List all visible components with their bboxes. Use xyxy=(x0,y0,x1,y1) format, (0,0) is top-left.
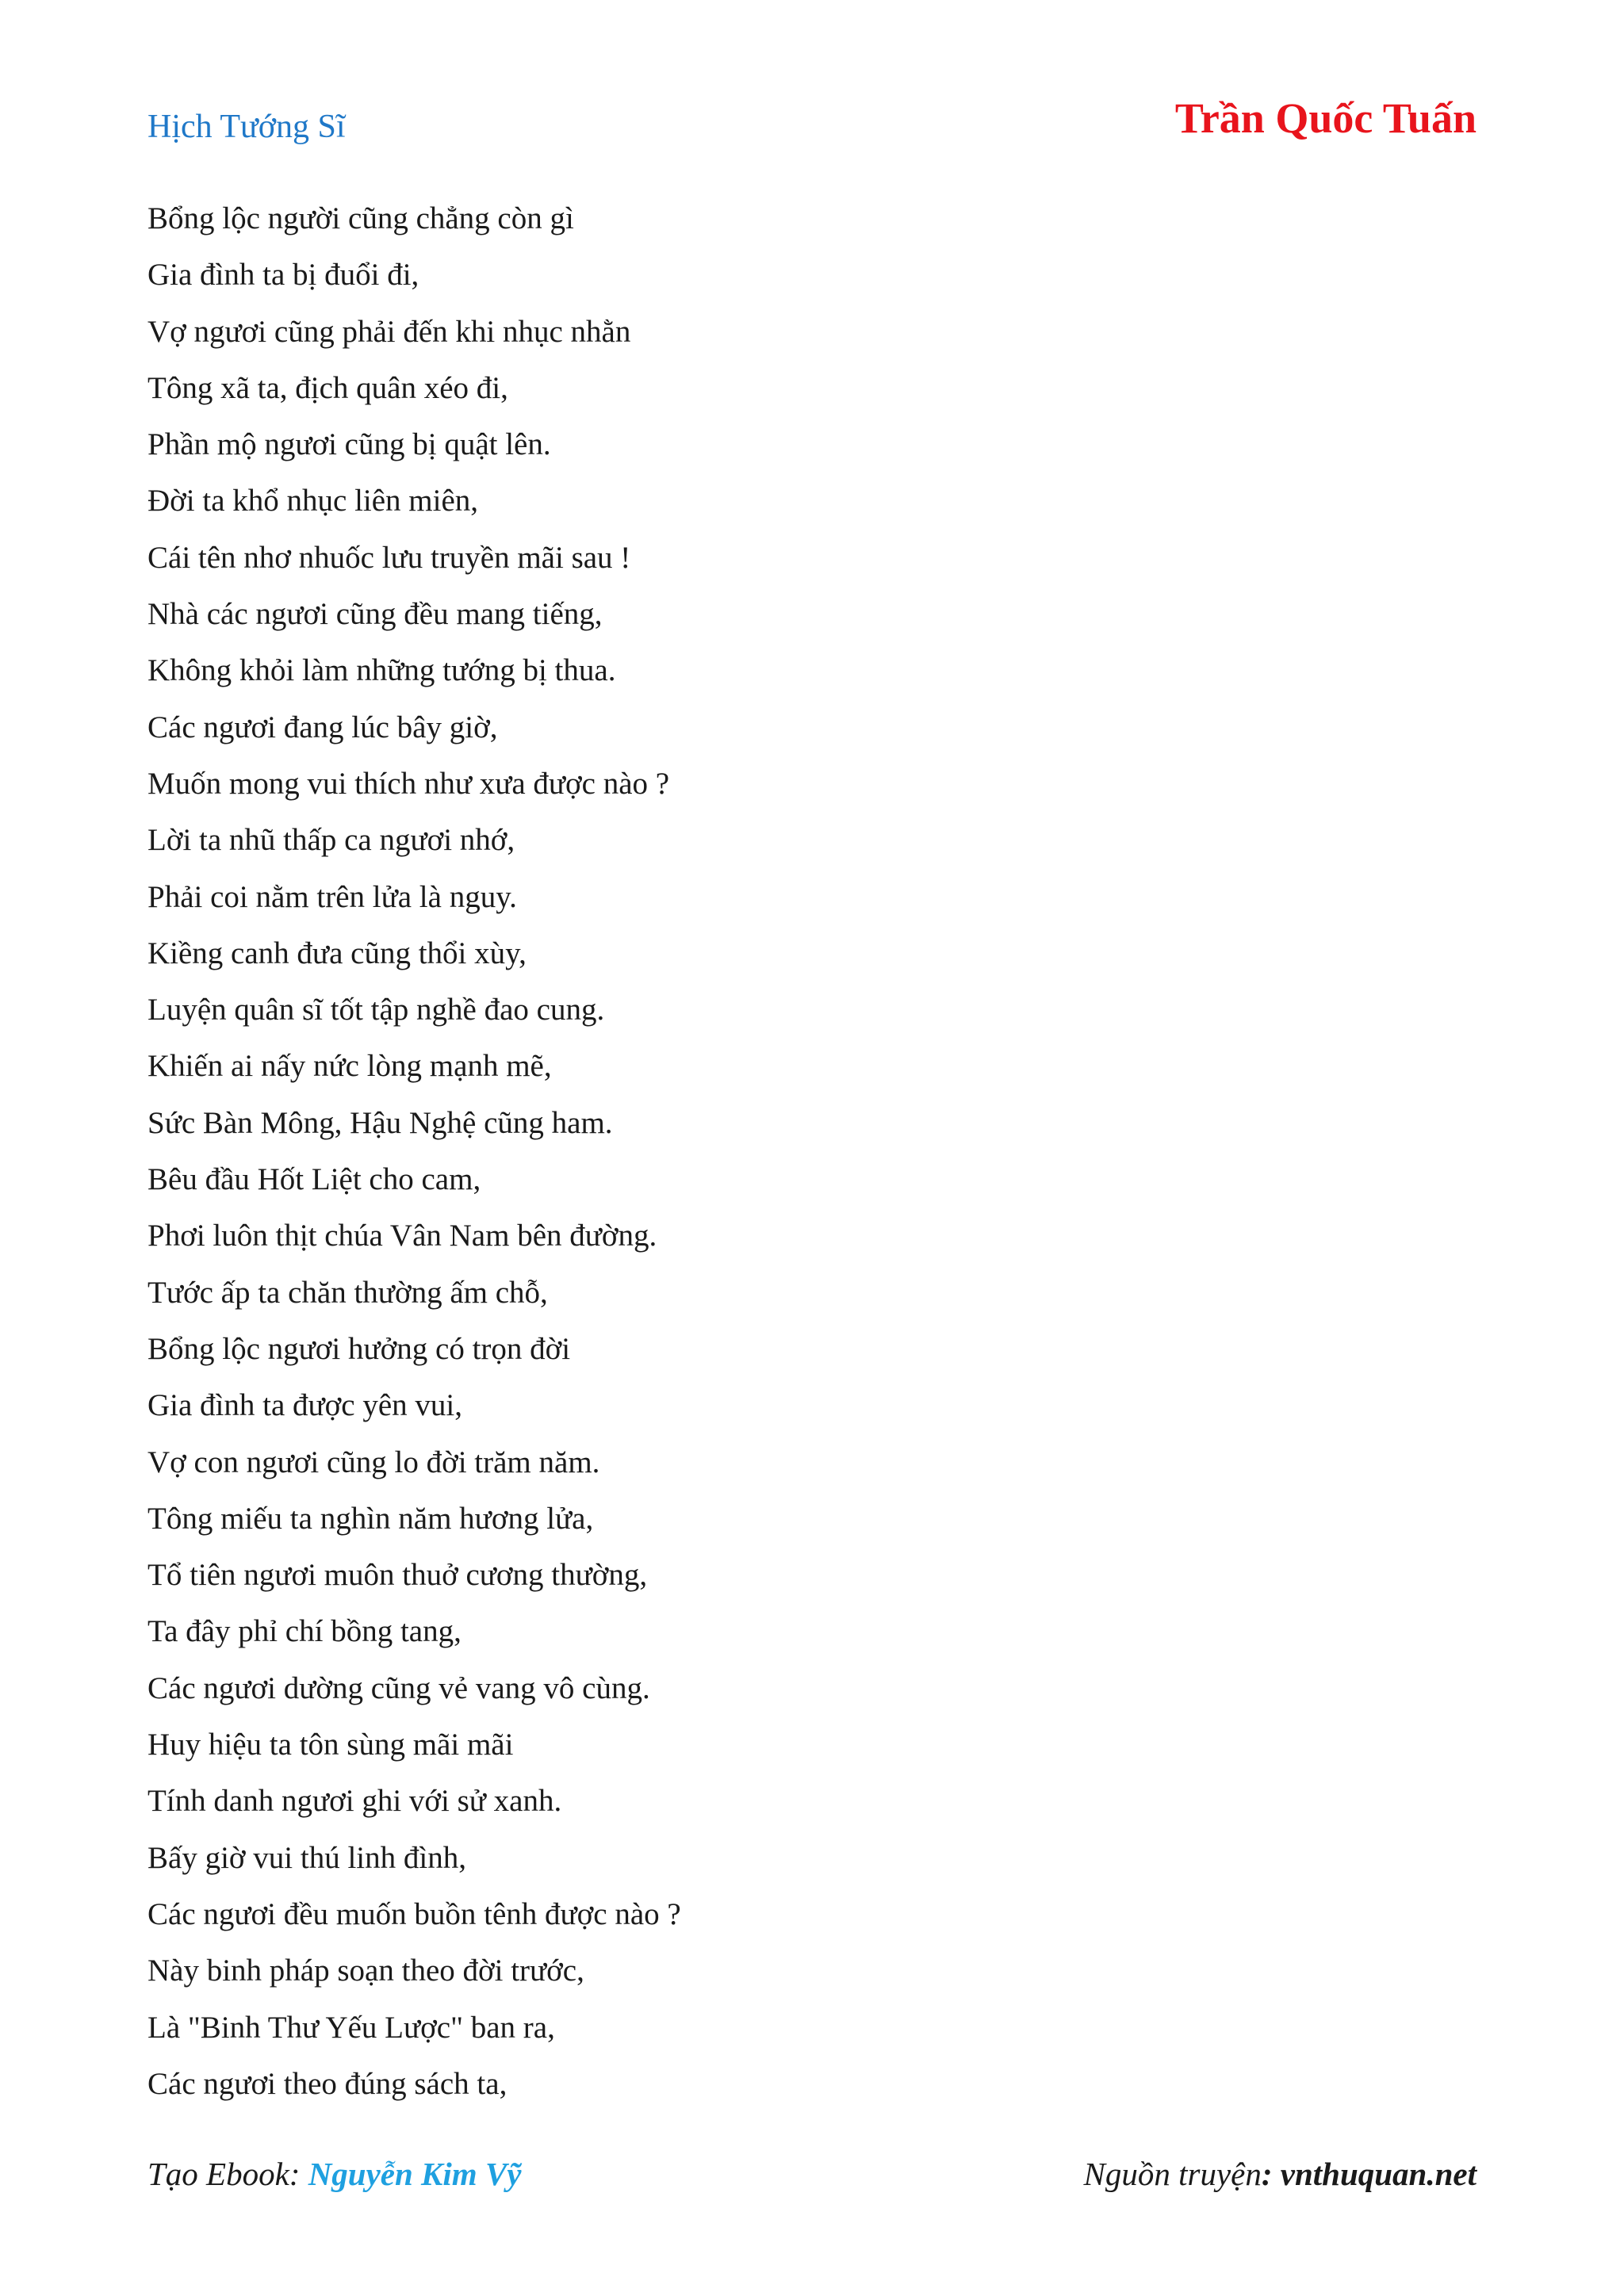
poem-line: Không khỏi làm những tướng bị thua. xyxy=(147,653,616,688)
poem-line: Vợ ngươi cũng phải đến khi nhục nhằn xyxy=(147,314,631,349)
poem-line: Lời ta nhũ thấp ca ngươi nhớ, xyxy=(147,823,515,858)
poem-line: Gia đình ta bị đuổi đi, xyxy=(147,258,419,293)
poem-line: Bổng lộc người cũng chẳng còn gì xyxy=(147,201,574,235)
poem-line: Các ngươi theo đúng sách ta, xyxy=(147,2066,508,2101)
poem-line: Khiến ai nấy nức lòng mạnh mẽ, xyxy=(147,1049,552,1084)
poem-line: Luyện quân sĩ tốt tập nghề đao cung. xyxy=(147,993,605,1027)
page-footer xyxy=(147,2155,1477,2202)
ebook-credit-label: Tạo Ebook xyxy=(147,2156,289,2192)
poem-line: Bổng lộc ngươi hưởng có trọn đời xyxy=(147,1331,571,1366)
poem-line: Này binh pháp soạn theo đời trước, xyxy=(147,1954,584,1988)
document-title: Hịch Tướng Sĩ xyxy=(147,109,346,145)
poem-line: Phần mộ ngươi cũng bị quật lên. xyxy=(147,427,551,462)
page-header xyxy=(147,94,1477,157)
poem-line: Vợ con ngươi cũng lo đời trăm năm. xyxy=(147,1445,600,1479)
poem-line: Tước ấp ta chăn thường ấm chỗ, xyxy=(147,1275,548,1310)
poem-line: Nhà các ngươi cũng đều mang tiếng, xyxy=(147,597,603,632)
poem-line: Muốn mong vui thích như xưa được nào ? xyxy=(147,766,670,801)
poem-line: Tổ tiên ngươi muôn thuở cương thường, xyxy=(147,1558,648,1593)
poem-line: Ta đây phỉ chí bồng tang, xyxy=(147,1614,462,1649)
poem-line: Kiềng canh đưa cũng thổi xùy, xyxy=(147,936,527,970)
poem-line: Gia đình ta được yên vui, xyxy=(147,1388,463,1423)
ebook-author-link[interactable]: Nguyễn Kim Vỹ xyxy=(308,2156,522,2192)
poem-line: Phải coi nằm trên lửa là nguy. xyxy=(147,879,517,914)
ebook-credit: Tạo Ebook: Nguyễn Kim Vỹ xyxy=(147,2156,522,2192)
poem-line: Đời ta khổ nhục liên miên, xyxy=(147,484,479,519)
poem-line: Huy hiệu ta tôn sùng mãi mãi xyxy=(147,1728,514,1762)
poem-line: Bấy giờ vui thú linh đình, xyxy=(147,1840,466,1875)
source-site-link[interactable]: vnthuquan.net xyxy=(1280,2156,1477,2192)
poem-line: Tính danh ngươi ghi với sử xanh. xyxy=(147,1784,562,1819)
poem-line: Các ngươi dường cũng vẻ vang vô cùng. xyxy=(147,1670,650,1705)
poem-line: Phơi luôn thịt chúa Vân Nam bên đường. xyxy=(147,1219,657,1253)
poem-line: Tông xã ta, địch quân xéo đi, xyxy=(147,370,508,405)
source-credit: Nguồn truyện: vnthuquan.net xyxy=(1083,2156,1477,2192)
poem-line: Bêu đầu Hốt Liệt cho cam, xyxy=(147,1162,481,1197)
poem-line: Các ngươi đang lúc bây giờ, xyxy=(147,710,498,744)
poem-line: Cái tên nhơ nhuốc lưu truyền mãi sau ! xyxy=(147,540,631,575)
poem-line: Tông miếu ta nghìn năm hương lửa, xyxy=(147,1501,594,1536)
document-author: Trần Quốc Tuấn xyxy=(1174,94,1477,142)
source-credit-label: Nguồn truyện xyxy=(1083,2156,1262,2192)
poem-line: Là "Binh Thư Yếu Lược" ban ra, xyxy=(147,2010,555,2045)
poem-line: Các ngươi đều muốn buồn tênh được nào ? xyxy=(147,1896,681,1931)
poem-body xyxy=(147,190,1416,2112)
poem-line: Sức Bàn Mông, Hậu Nghệ cũng ham. xyxy=(147,1105,613,1140)
